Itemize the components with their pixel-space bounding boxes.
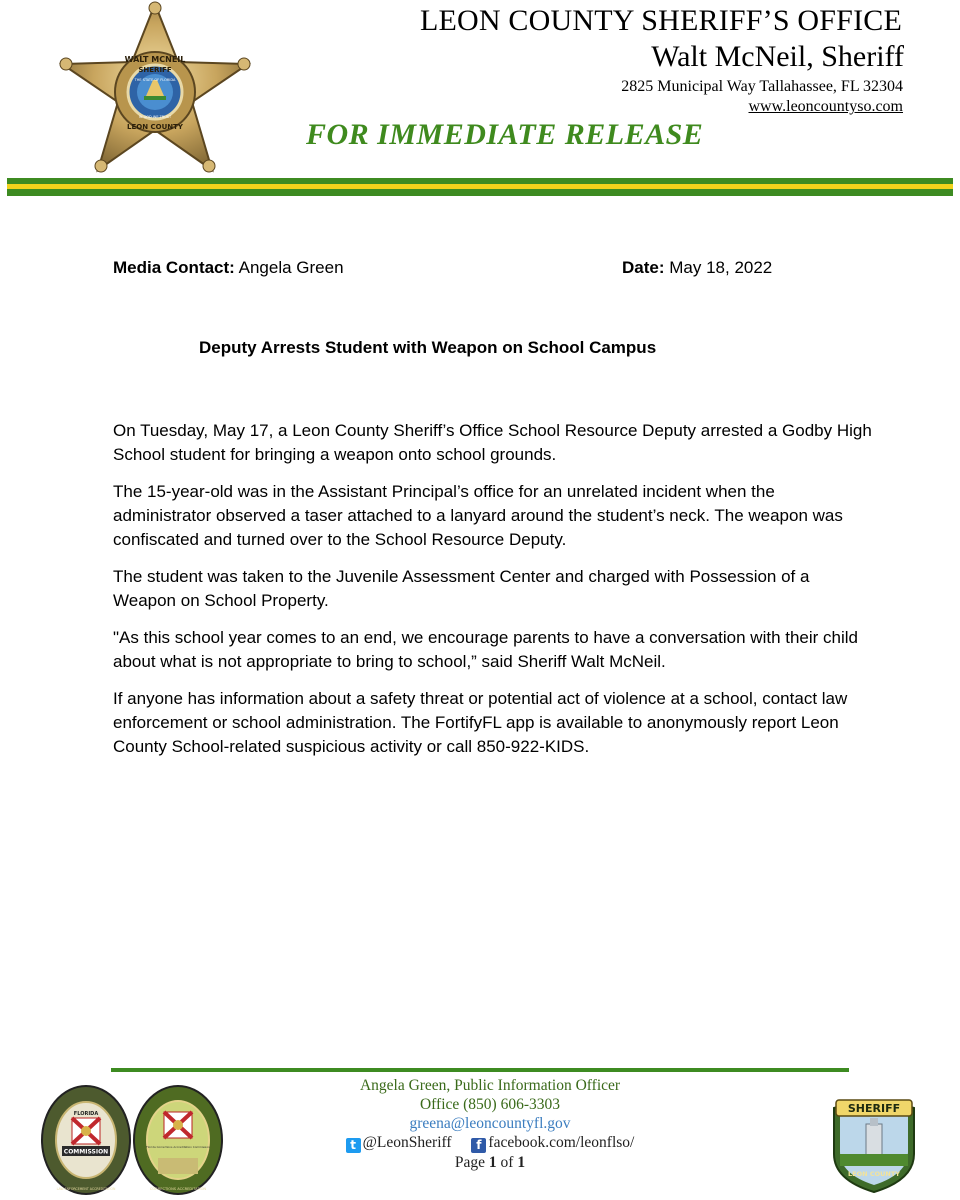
corrections-accreditation-seal [132,1084,224,1196]
badge-motto-text: IN GOD WE TRUST [138,115,172,119]
page-indicator [300,1153,680,1172]
footer-rule [111,1068,849,1072]
office-phone: Office (850) 606-3303 [419,1096,561,1113]
date-label: Date: [622,258,665,277]
page-total: 1 [517,1154,526,1171]
body-paragraph: The 15-year-old was in the Assistant Principal’s office for an unrelated incident when the administrator observed a taser attached to a lanyard around the student’s neck. The weapon was confiscated and turned over to the School Resource Deputy. [113,482,843,549]
leaa-ring-text: LAW ENFORCEMENT ACCREDITATION [56,1187,116,1191]
leaa-commission-text: COMMISSION [63,1148,109,1156]
pio-name: Angela Green, Public Information Officer [359,1077,621,1094]
fcac-small-text: Florida Corrections Accreditation Commission [146,1145,210,1149]
headline: Deputy Arrests Student with Weapon on School Campus [199,338,657,357]
page-prefix: Page [454,1154,489,1171]
facebook-icon[interactable]: f [471,1138,486,1153]
page-of: of [496,1154,518,1171]
shield-top-text: SHERIFF [847,1102,901,1115]
twitter-icon[interactable]: t [346,1138,361,1153]
footer-contact [300,1076,680,1172]
sheriff-name: Walt McNeil, Sheriff [651,40,904,73]
media-contact-value: Angela Green [238,258,344,277]
sheriff-shield-logo [828,1094,920,1194]
email-link[interactable]: greena@leoncountyfl.gov [409,1115,571,1132]
sheriff-star-badge [58,0,252,178]
twitter-handle[interactable]: @LeonSheriff [362,1134,452,1151]
website-link[interactable]: www.leoncountyso.com [748,98,903,115]
date-value: May 18, 2022 [669,258,773,277]
law-enforcement-accreditation-seal [40,1084,132,1196]
body-paragraph: "As this school year comes to an end, we encourage parents to have a conversation with their child about what is not appropriate to bring to school,” said Sheriff Walt McNeil. [113,628,859,671]
page-current: 1 [488,1154,497,1171]
badge-top-text: WALT MCNEIL [124,55,186,64]
body-paragraph: The student was taken to the Juvenile Assessment Center and charged with Possession of a Weapon on School Property. [113,567,810,610]
shield-bottom-text: LEON COUNTY [848,1170,900,1178]
body-paragraph: On Tuesday, May 17, a Leon County Sheriff’s Office School Resource Deputy arrested a Godby High School student for bringing a weapon onto school grounds. [113,421,872,464]
badge-state-text: THE STATE OF FLORIDA [134,78,176,82]
badge-bottom-text: LEON COUNTY [127,123,183,131]
header-stripe [7,178,953,198]
release-date [622,258,772,278]
social-links [300,1133,680,1153]
body-paragraph: If anyone has information about a safety threat or potential act of violence at a school, contact law enforcement or school administration. The FortifyFL app is available to anonymously report Leon County School-related suspicious activity or call 850-922-KIDS. [113,689,848,756]
office-address: 2825 Municipal Way Tallahassee, FL 32304 [621,78,903,95]
org-name: LEON COUNTY SHERIFF’S OFFICE [419,4,902,37]
media-contact [113,258,344,278]
release-body [113,419,873,772]
release-banner: FOR IMMEDIATE RELEASE [306,118,704,151]
badge-middle-text: SHERIFF [138,66,172,74]
facebook-link[interactable]: facebook.com/leonflso/ [488,1134,635,1151]
leaa-small-text: FLORIDA [73,1111,99,1117]
media-contact-label: Media Contact: [113,258,235,277]
fcac-ring-text: CORRECTIONS ACCREDITATION [149,1187,207,1191]
